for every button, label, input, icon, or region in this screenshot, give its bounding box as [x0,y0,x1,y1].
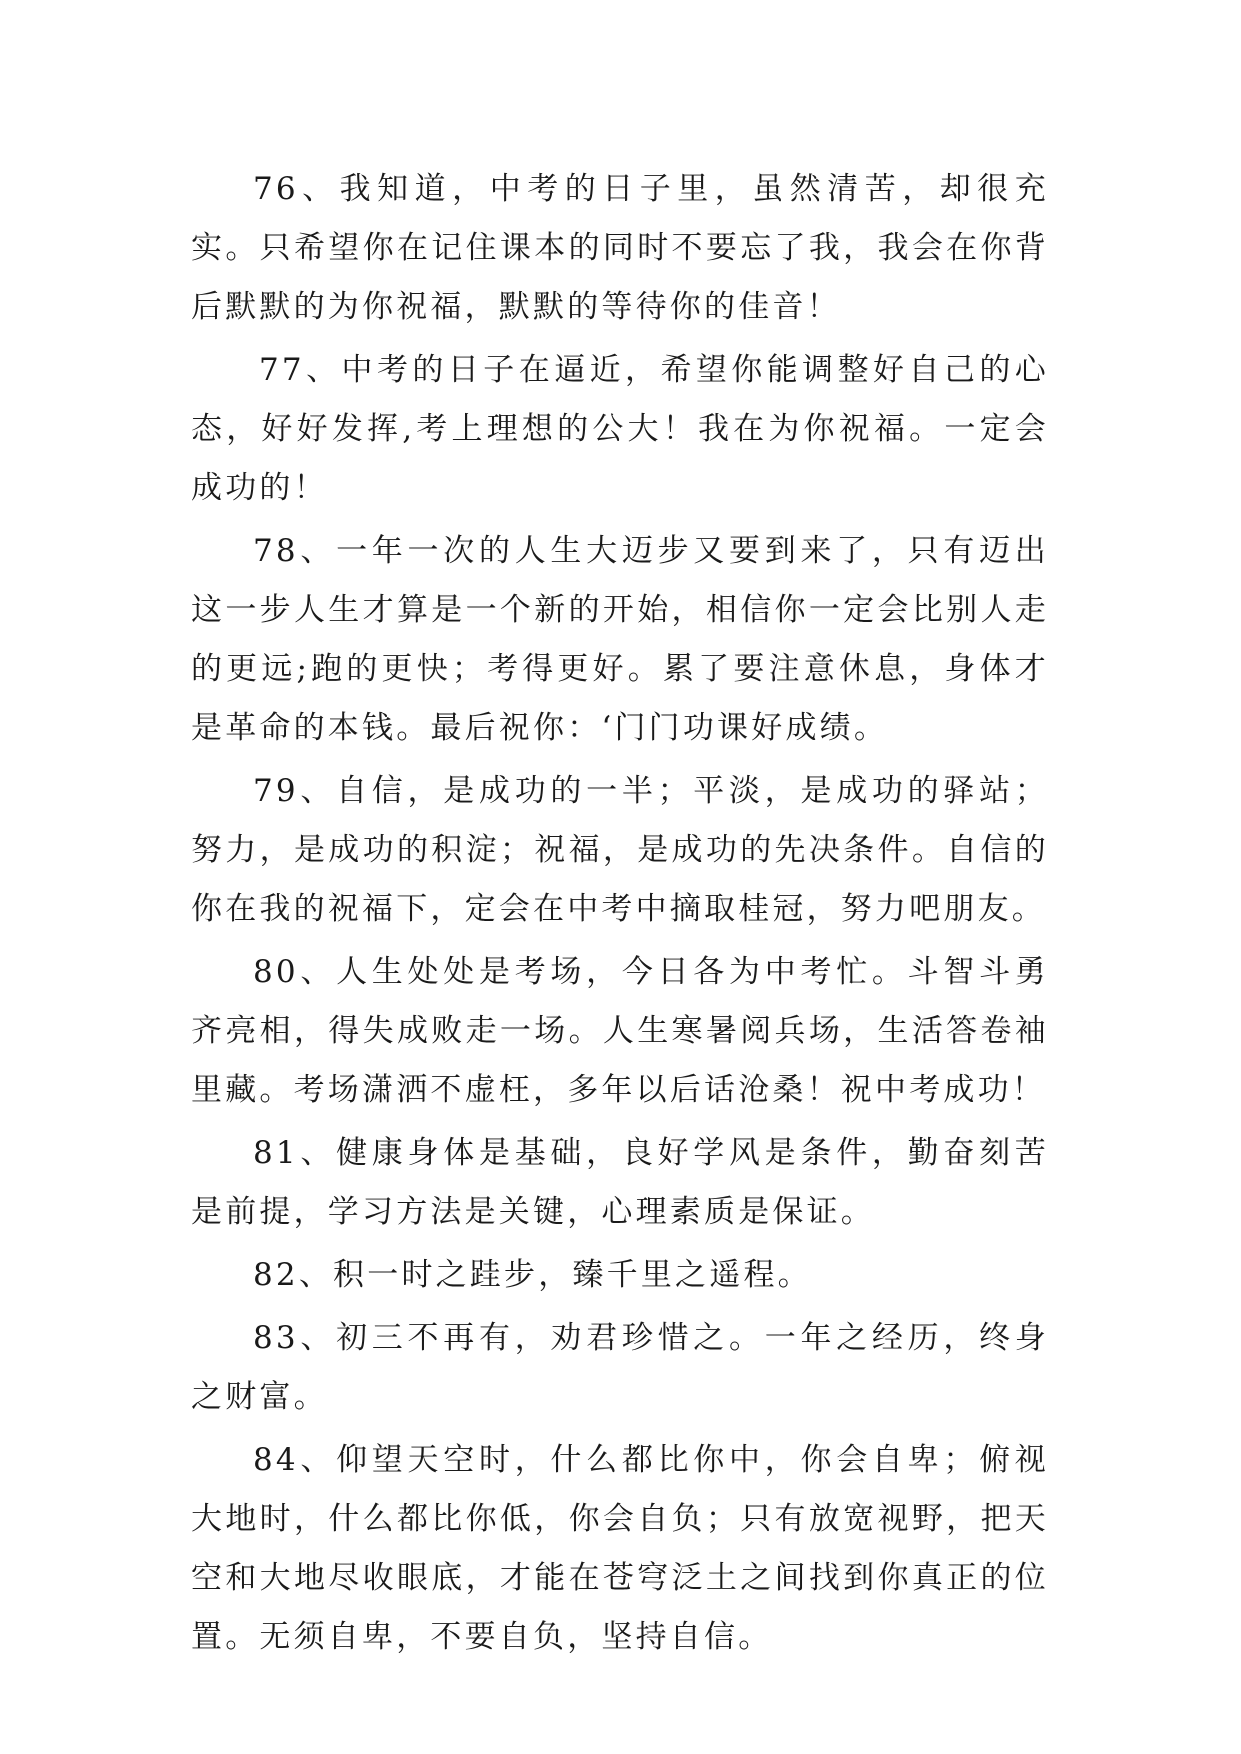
paragraph-78: 78、一年一次的人生大迈步又要到来了，只有迈出这一步人生才算是一个新的开始，相信你一定会比别人走的更远;跑的更快；考得更好。累了要注意休息，身体才是革命的本钱。最后祝你：‘门门功课好成绩。 [191,533,1049,746]
paragraph-82: 82、积一时之跬步，臻千里之遥程。 [253,1257,812,1293]
paragraph-81: 81、健康身体是基础，良好学风是条件，勤奋刻苦是前提，学习方法是关键，心理素质是保证。 [191,1135,1049,1230]
paragraph-83: 83、初三不再有，劝君珍惜之。一年之经历，终身之财富。 [191,1320,1049,1415]
paragraph-84: 84、仰望天空时，什么都比你中，你会自卑；俯视大地时，什么都比你低，你会自负；只有放宽视野，把天空和大地尽收眼底，才能在苍穹泛土之间找到你真正的位置。无须自卑，不要自负，坚持自信。 [191,1442,1049,1655]
paragraph-79: 79、自信，是成功的一半；平淡，是成功的驿站；努力，是成功的积淀；祝福，是成功的先决条件。自信的你在我的祝福下，定会在中考中摘取桂冠，努力吧朋友。 [191,773,1049,927]
document-body [191,160,1049,1671]
paragraph-80: 80、人生处处是考场，今日各为中考忙。斗智斗勇齐亮相，得失成败走一场。人生寒暑阅兵场，生活答卷袖里藏。考场潇洒不虚枉，多年以后话沧桑！祝中考成功！ [191,954,1049,1108]
paragraph-76: 76、我知道，中考的日子里，虽然清苦，却很充实。只希望你在记住课本的同时不要忘了我，我会在你背后默默的为你祝福，默默的等待你的佳音！ [191,171,1049,325]
paragraph-77: 77、中考的日子在逼近，希望你能调整好自己的心态，好好发挥,考上理想的公大！我在为你祝福。一定会成功的！ [191,352,1049,506]
